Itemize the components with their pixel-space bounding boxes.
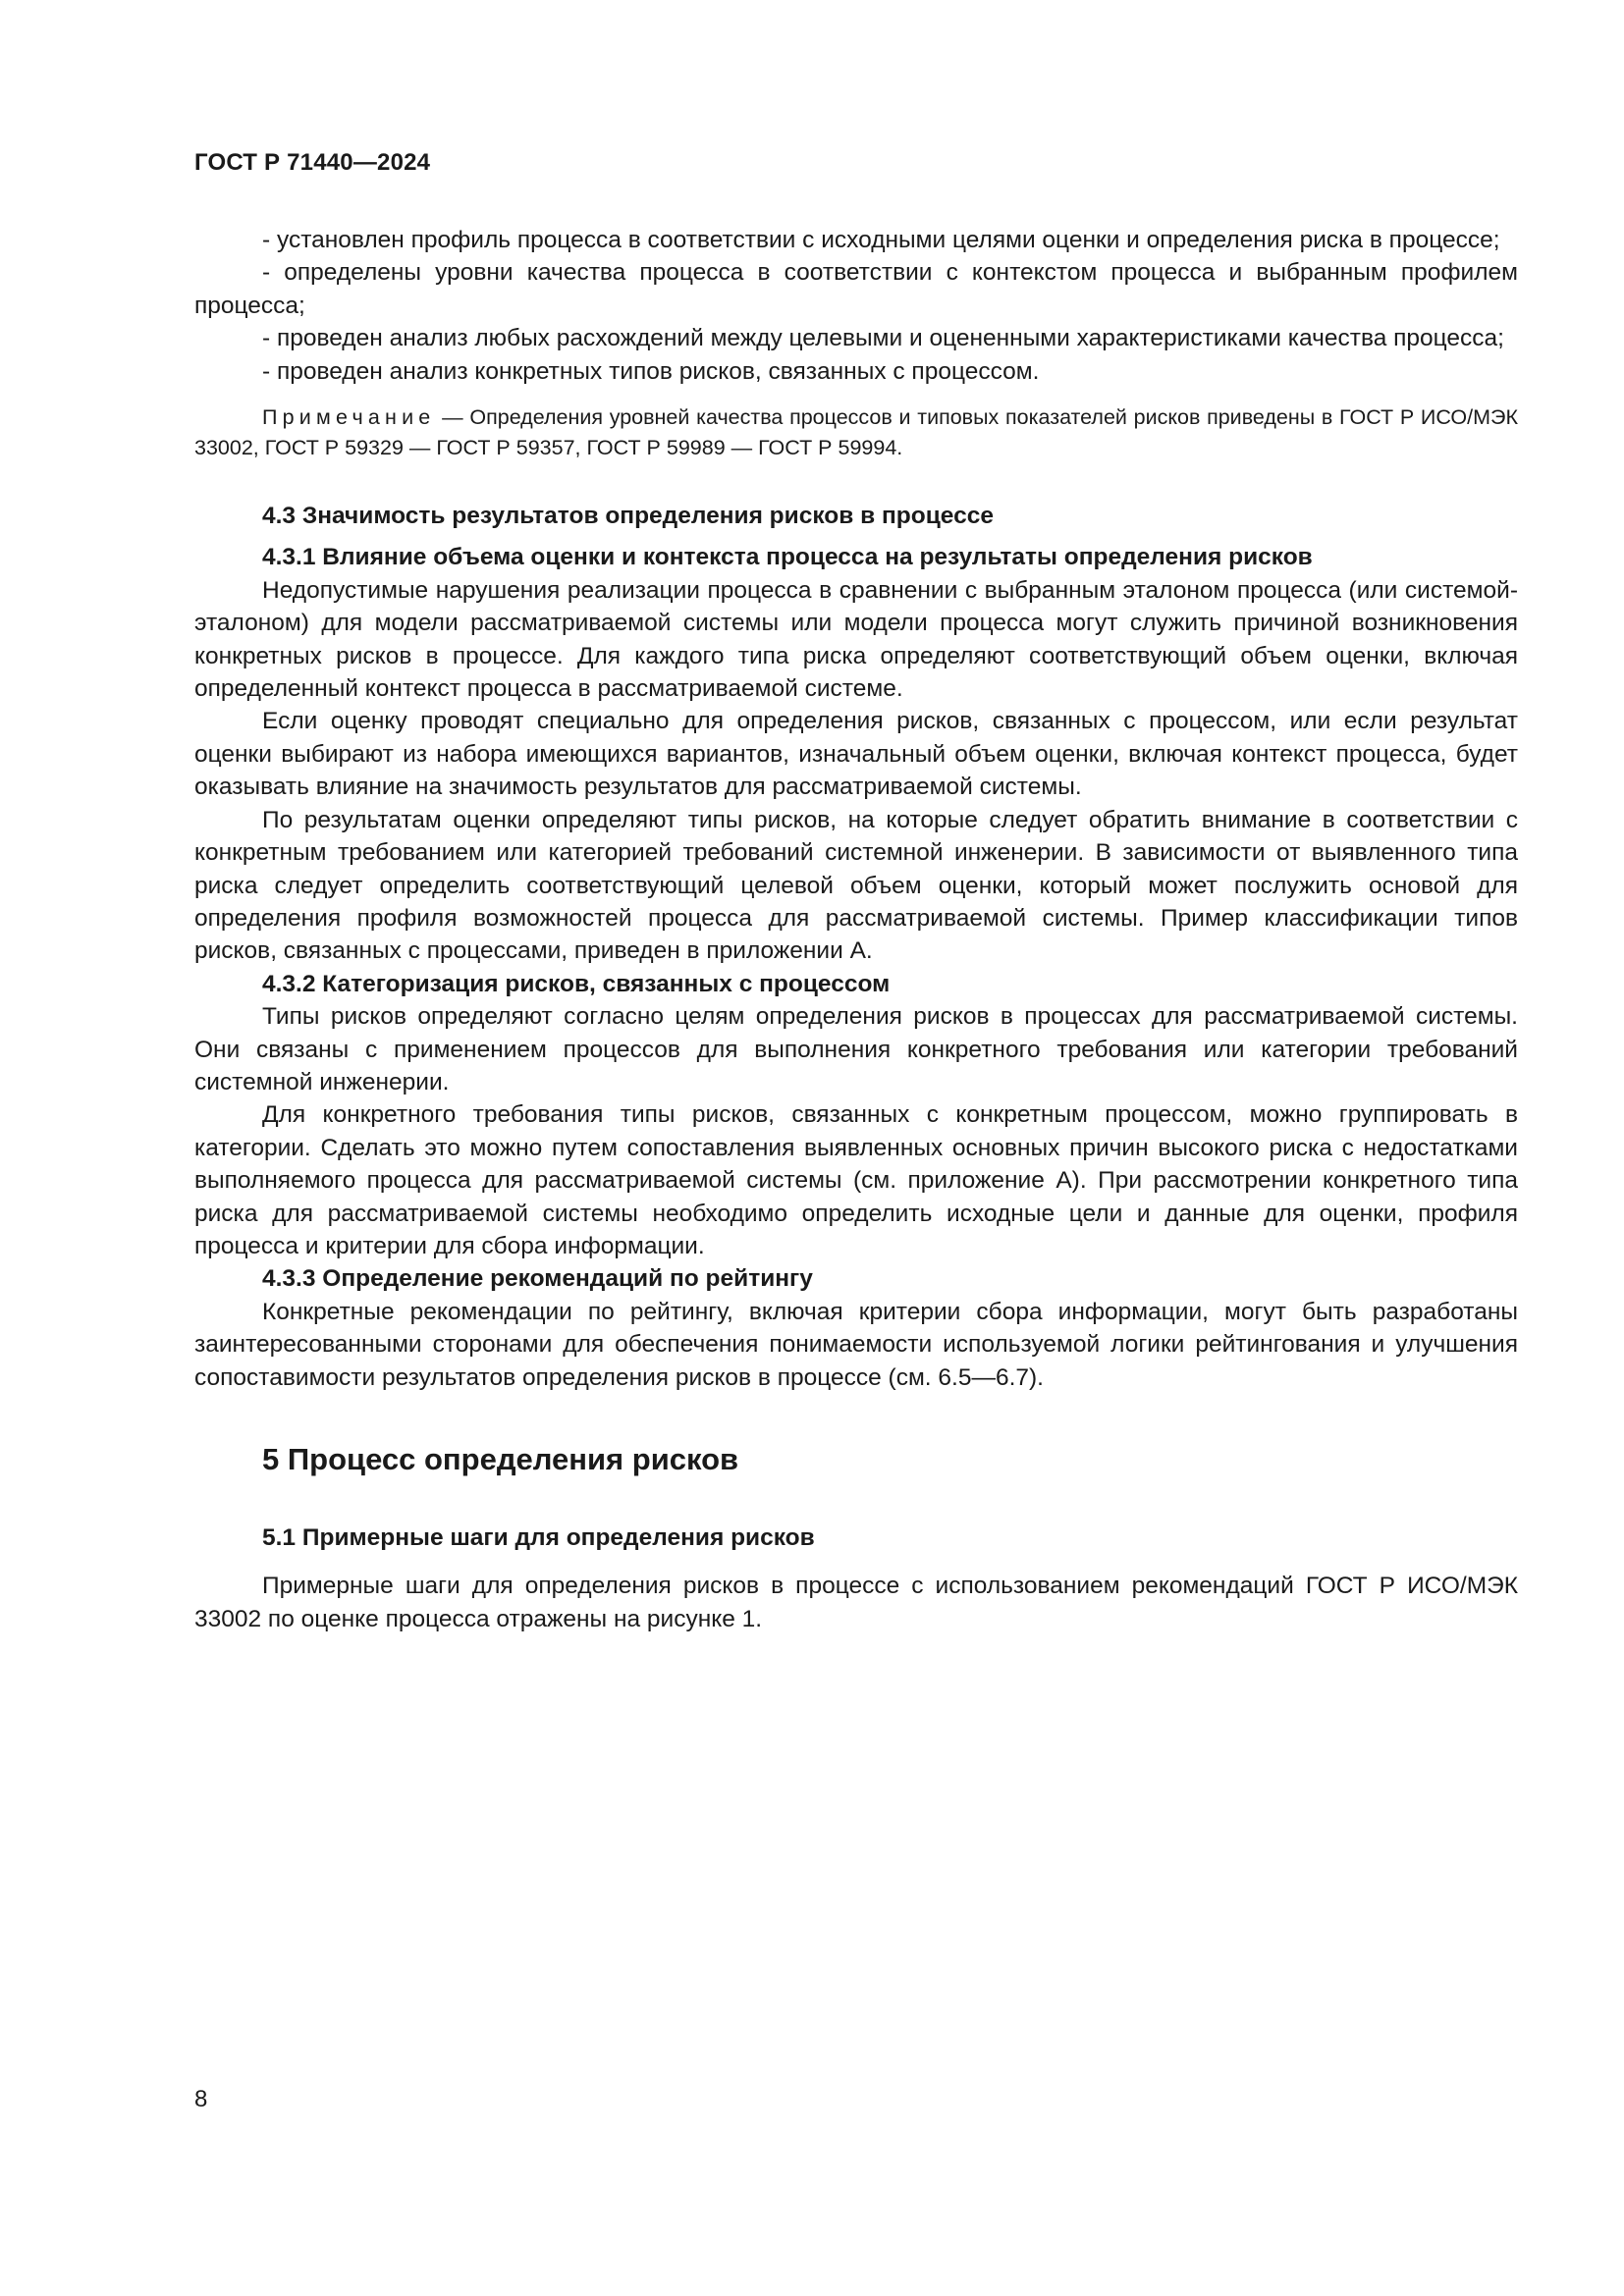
list-item: - определены уровни качества процесса в соответствии с контекстом процесса и выбранным профилем процесса; xyxy=(194,259,1518,319)
note xyxy=(194,402,1518,463)
list-item: - проведен анализ конкретных типов рисков, связанных с процессом. xyxy=(262,357,1040,385)
page-number: 8 xyxy=(194,2086,208,2112)
section-heading-4-3: 4.3 Значимость результатов определения рисков в процессе xyxy=(262,503,994,530)
list-item: - проведен анализ любых расхождений между целевыми и оцененными характеристиками качества процесса; xyxy=(262,325,1504,352)
section-heading-4-3-2: 4.3.2 Категоризация рисков, связанных с процессом xyxy=(262,970,891,997)
document-header: ГОСТ Р 71440—2024 xyxy=(194,149,431,176)
paragraph: По результатам оценки определяют типы рисков, на которые следует обратить внимание в соответствии с конкретным требованием или категорией требований системной инженерии. В зависимости от выявленного типа риска следует определить соответствующий целевой объем оценки, который может послужить основой для определения профиля возможностей процесса для рассматриваемой системы. Пример классификации типов рисков, связанных с процессами, приведен в приложении А. xyxy=(194,806,1518,965)
paragraph: Примерные шаги для определения рисков в процессе с использованием рекомендаций ГОСТ Р ИСО/МЭК 33002 по оценке процесса отражены на рисунке 1. xyxy=(194,1573,1518,1632)
paragraph: Недопустимые нарушения реализации процесса в сравнении с выбранным эталоном процесса (или системой-эталоном) для модели рассматриваемой системы или модели процесса могут служить причиной возникновения конкретных рисков в процессе. Для каждого типа риска определяют соответствующий объем оценки, включая определенный контекст процесса в рассматриваемой системе. xyxy=(194,576,1518,703)
paragraph: Для конкретного требования типы рисков, связанных с конкретным процессом, можно группировать в категории. Сделать это можно путем сопоставления выявленных основных причин высокого риска с недостатками выполняемого процесса для рассматриваемой системы (см. приложение А). При рассмотрении конкретного типа риска для рассматриваемой системы необходимо определить исходные цели и данные для оценки, профиля процесса и критерии для сбора информации. xyxy=(194,1101,1518,1259)
section-heading-4-3-1: 4.3.1 Влияние объема оценки и контекста процесса на результаты определения рисков xyxy=(262,544,1313,571)
document-body xyxy=(194,224,1518,1635)
section-heading-5-1: 5.1 Примерные шаги для определения рисков xyxy=(262,1524,815,1551)
paragraph: Типы рисков определяют согласно целям определения рисков в процессах для рассматриваемой системы. Они связаны с применением процессов для выполнения конкретного требования или категории требований системной инженерии. xyxy=(194,1003,1518,1095)
note-label: Примечание xyxy=(262,405,436,430)
list-item: - установлен профиль процесса в соответствии с исходными целями оценки и определения риска в процессе; xyxy=(262,227,1500,253)
paragraph: Если оценку проводят специально для определения рисков, связанных с процессом, или если результат оценки выбирают из набора имеющихся вариантов, изначальный объем оценки, включая контекст процесса, будет оказывать влияние на значимость результатов для рассматриваемой системы. xyxy=(194,708,1518,801)
paragraph: Конкретные рекомендации по рейтингу, включая критерии сбора информации, могут быть разработаны заинтересованными сторонами для обеспечения понимаемости используемой логики рейтингования и улучшения сопоставимости результатов определения рисков в процессе (см. 6.5—6.7). xyxy=(194,1298,1518,1391)
section-heading-4-3-3: 4.3.3 Определение рекомендаций по рейтингу xyxy=(262,1265,813,1293)
section-heading-5: 5 Процесс определения рисков xyxy=(262,1442,739,1476)
note-text: — Определения уровней качества процессов и типовых показателей рисков приведены в ГОСТ Р ИСО/МЭК 33002, ГОСТ Р 59329 — ГОСТ Р 59357, ГОСТ Р 59989 — ГОСТ Р 59994. xyxy=(194,405,1518,460)
